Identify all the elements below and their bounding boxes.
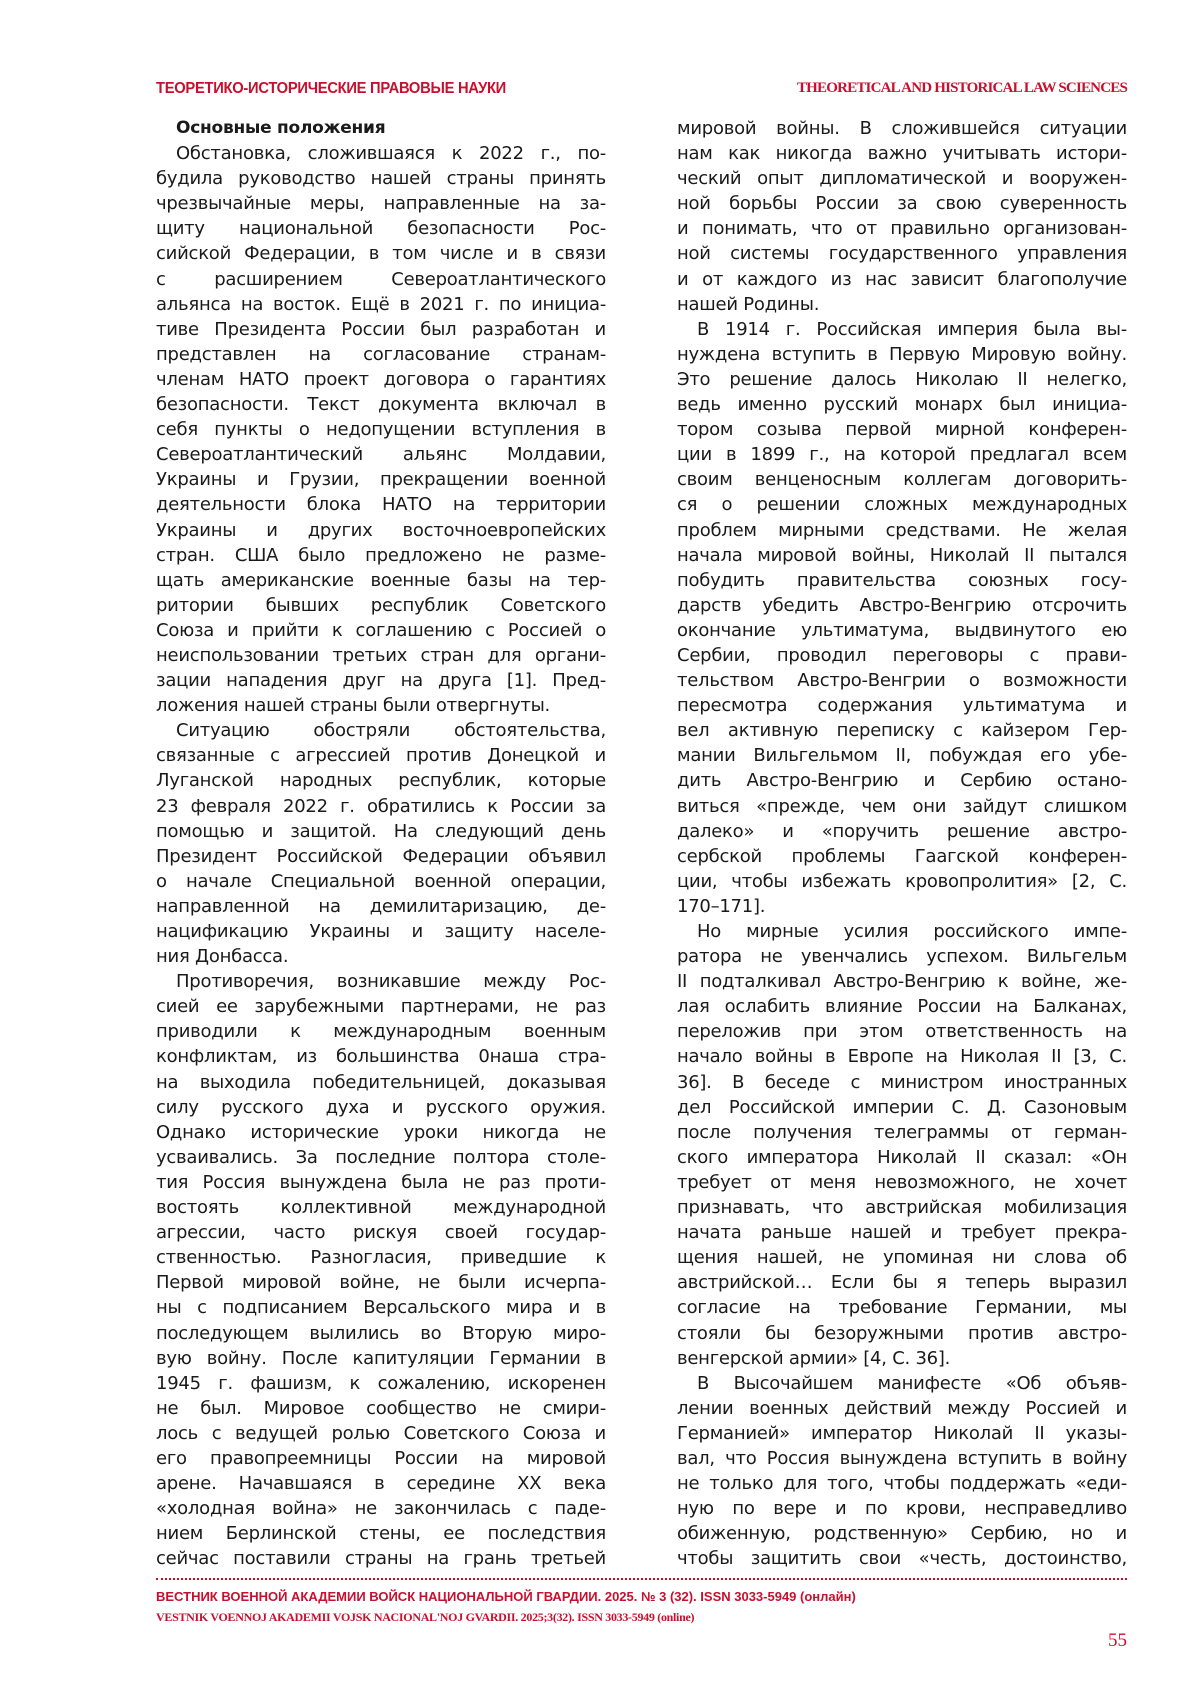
text-line: щиту национальной безопасности Рос-	[156, 218, 606, 240]
text-line: окончание ультиматума, выдвинутого ею	[677, 619, 1127, 641]
text-line: ского императора Николай II сказал: «Он	[677, 1146, 1127, 1168]
text-line: ции в 1899 г., на которой предлагал всем	[677, 444, 1127, 466]
text-line: агрессии, часто рискуя своей государ-	[156, 1222, 606, 1244]
text-line: дел Российской империи С. Д. Сазоновым	[677, 1096, 1127, 1118]
text-line: ции, чтобы избежать кровопролития» [2, С.	[677, 870, 1127, 892]
paragraph	[677, 116, 1127, 317]
paragraph	[677, 317, 1127, 919]
text-line: с расширением Североатлантического	[156, 268, 606, 290]
text-line: ритории бывших республик Советского	[156, 594, 606, 616]
text-line: приводили к международным военным	[156, 1021, 606, 1043]
text-line: нуждена вступить в Первую Мировую войну.	[677, 343, 1127, 365]
text-line: его правопреемницы России на мировой	[156, 1447, 606, 1469]
text-line: 1945 г. фашизм, к сожалению, искоренен	[156, 1372, 606, 1394]
text-line: усваивались. За последние полтора столе-	[156, 1146, 606, 1168]
text-line: арене. Начавшаяся в середине XX века	[156, 1473, 606, 1495]
text-line: зации нападения друг на друга [1]. Пред-	[156, 670, 606, 692]
footer-divider	[156, 1578, 1127, 1580]
text-line: силу русского духа и русского оружия.	[156, 1096, 606, 1118]
text-line: Первой мировой войне, не были исчерпа-	[156, 1272, 606, 1294]
text-line: не только для того, чтобы поддержать «еди-	[677, 1473, 1127, 1495]
text-line: В Высочайшем манифесте «Об объяв-	[697, 1372, 1127, 1394]
text-line: Это решение далось Николаю II нелегко,	[677, 368, 1127, 390]
text-line: мировой войны. В сложившейся ситуации	[677, 118, 1127, 139]
text-line: начало войны в Европе на Николая II [3, С.	[677, 1046, 1127, 1068]
text-line: вую войну. После капитуляции Германии в	[156, 1347, 606, 1369]
text-line: связанные с агрессией против Донецкой и	[156, 745, 606, 767]
text-line: ны с подписанием Версальского мира и в	[156, 1297, 606, 1319]
text-line: деятельности блока НАТО на территории	[156, 494, 606, 516]
text-line: нашей Родины.	[677, 293, 820, 315]
text-line: себя пункты о недопущении вступления в	[156, 419, 606, 441]
text-line: будила руководство нашей страны принять	[156, 168, 606, 190]
text-line: лая ослабить влияние России на Балканах,	[677, 996, 1127, 1018]
text-line: далеко» и «поручить решение австро-	[677, 820, 1127, 842]
text-line: Обстановка, сложившаяся к 2022 г., по-	[176, 143, 606, 165]
text-line: ной системы государственного управления	[677, 243, 1127, 265]
text-line: Союза и прийти к соглашению с Россией о	[156, 619, 606, 641]
text-line: неиспользовании третьих стран для органи-	[156, 644, 606, 666]
text-line: чрезвычайные меры, направленные на за-	[156, 193, 606, 215]
text-line: Противоречия, возникавшие между Рос-	[176, 971, 606, 993]
text-line: лось с ведущей ролью Советского Союза и	[156, 1422, 606, 1444]
text-line: лении военных действий между Россией и	[677, 1397, 1127, 1419]
text-line: Но мирные усилия российского импе-	[697, 921, 1127, 942]
text-line: тором созыва первой мирной конферен-	[677, 419, 1127, 441]
text-line: начала мировой войны, Николай II пытался	[677, 544, 1127, 566]
text-line: начата раньше нашей и требует прекра-	[677, 1222, 1127, 1244]
text-column-left	[156, 116, 606, 1571]
text-line: пересмотра содержания ультиматума и	[677, 695, 1127, 717]
text-line: Украины и других восточноевропейских	[156, 519, 606, 541]
text-line: «холодная война» не закончилась с паде-	[156, 1498, 606, 1520]
text-line: ложения нашей страны были отвергнуты.	[156, 695, 551, 717]
text-line: направленной на демилитаризацию, де-	[156, 895, 606, 917]
text-line: тельством Австро-Венгрии о возможности	[677, 670, 1127, 692]
text-line: Луганской народных республик, которые	[156, 770, 606, 792]
text-line: не был. Мировое сообщество не смири-	[156, 1397, 606, 1419]
text-line: своим венценосным коллегам договорить-	[677, 469, 1127, 491]
paragraph	[677, 919, 1127, 1371]
text-line: о начале Специальной военной операции,	[156, 870, 606, 892]
text-line: стояли бы безоружными против австро-	[677, 1322, 1127, 1344]
text-line: ной борьбы России за свою суверенность	[677, 193, 1127, 215]
text-line: тия Россия вынуждена была не раз проти-	[156, 1171, 606, 1193]
footer-citation-en: VESTNIK VOENNOJ AKADEMII VOJSK NACIONAL'NOJ GVARDII. 2025;3(32). ISSN 3033-5949 (online)	[156, 1610, 695, 1624]
text-line: дить Австро-Венгрию и Сербию остано-	[677, 770, 1127, 792]
section-heading	[156, 116, 606, 141]
text-line: II подталкивал Австро-Венгрию к войне, же-	[677, 971, 1127, 993]
text-line: дарств убедить Австро-Венгрию отсрочить	[677, 594, 1127, 616]
text-line: сией ее зарубежными партнерами, не раз	[156, 996, 606, 1018]
text-line: нам как никогда важно учитывать истори-	[677, 143, 1127, 165]
text-line: Североатлантический альянс Молдавии,	[156, 444, 606, 466]
text-line: щения нашей, не упоминая ни слова об	[677, 1247, 1127, 1269]
text-line: чтобы защитить свои «честь, достоинство,	[677, 1548, 1127, 1570]
text-line: альянса на восток. Ещё в 2021 г. по инициа-	[156, 293, 606, 315]
text-line: ся о решении сложных международных	[677, 494, 1127, 516]
text-line: ния Донбасса.	[156, 946, 289, 968]
text-line: ческий опыт дипломатической и вооружен-	[677, 168, 1127, 190]
text-line: австрийской… Если бы я теперь выразил	[677, 1272, 1127, 1294]
text-line: нием Берлинской стены, ее последствия	[156, 1523, 606, 1545]
text-line: Президент Российской Федерации объявил	[156, 845, 606, 867]
text-line: членам НАТО проект договора о гарантиях	[156, 368, 606, 390]
paragraph	[156, 141, 606, 718]
text-column-right	[677, 116, 1127, 1571]
text-line: конфликтам, из большинства 0наша стра-	[156, 1046, 606, 1068]
paragraph	[156, 969, 606, 1571]
text-line: побудить правительства союзных госу-	[677, 569, 1127, 591]
text-line: виться «прежде, чем они зайдут слишком	[677, 795, 1127, 817]
text-line: Украины и Грузии, прекращении военной	[156, 469, 606, 491]
text-line: на выходила победительницей, доказывая	[156, 1071, 606, 1093]
heading-text: Основные положения	[176, 118, 386, 138]
page-number: 55	[1108, 1630, 1127, 1651]
text-line: ведь именно русский монарх был инициа-	[677, 394, 1127, 416]
text-line: Ситуацию обостряли обстоятельства,	[176, 720, 606, 742]
paragraph	[156, 718, 606, 969]
text-line: Германией» император Николай II указы-	[677, 1422, 1127, 1444]
text-line: ратора не увенчались успехом. Вильгельм	[677, 946, 1127, 968]
text-line: 170–171].	[677, 895, 766, 917]
text-line: последующем вылились во Вторую миро-	[156, 1322, 606, 1344]
text-line: представлен на согласование странам-	[156, 343, 606, 365]
text-line: переложив при этом ответственность на	[677, 1021, 1127, 1043]
text-line: Однако исторические уроки никогда не	[156, 1121, 606, 1143]
text-line: востоять коллективной международной	[156, 1197, 606, 1219]
text-line: щать американские военные базы на тер-	[156, 569, 606, 591]
text-line: нацификацию Украины и защиту населе-	[156, 921, 606, 942]
text-line: В 1914 г. Российская империя была вы-	[697, 318, 1127, 340]
text-line: проблем мирными средствами. Не желая	[677, 519, 1127, 541]
footer-citation-ru: ВЕСТНИК ВОЕННОЙ АКАДЕМИИ ВОЙСК НАЦИОНАЛЬНОЙ ГВАРДИИ. 2025. № 3 (32). ISSN 3033-5949 (онлайн)	[156, 1589, 856, 1604]
text-line: и от каждого из нас зависит благополучие	[677, 268, 1127, 290]
text-line: 23 февраля 2022 г. обратились к России за	[156, 795, 606, 817]
running-header-en: THEORETICAL AND HISTORICAL LAW SCIENCES	[796, 80, 1127, 96]
text-line: Сербии, проводил переговоры с прави-	[677, 644, 1127, 666]
text-line: после получения телеграммы от герман-	[677, 1121, 1127, 1143]
text-line: и понимать, что от правильно организован-	[677, 218, 1127, 240]
text-line: признавать, что австрийская мобилизация	[677, 1197, 1127, 1219]
text-line: сербской проблемы Гаагской конферен-	[677, 845, 1127, 867]
text-line: безопасности. Текст документа включал в	[156, 394, 606, 416]
running-header-ru: ТЕОРЕТИКО-ИСТОРИЧЕСКИЕ ПРАВОВЫЕ НАУКИ	[156, 80, 507, 97]
text-line: вел активную переписку с кайзером Гер-	[677, 720, 1127, 742]
text-line: 36]. В беседе с министром иностранных	[677, 1071, 1127, 1093]
text-line: венгерской армии» [4, С. 36].	[677, 1347, 951, 1369]
text-line: помощью и защитой. На следующий день	[156, 820, 606, 842]
text-line: сийской Федерации, в том числе и в связи	[156, 243, 606, 265]
text-line: требует от меня невозможного, не хочет	[677, 1171, 1127, 1193]
text-line: стран. США было предложено не разме-	[156, 544, 606, 566]
text-line: обиженную, родственную» Сербию, но и	[677, 1523, 1127, 1545]
paragraph	[677, 1371, 1127, 1572]
text-line: вал, что Россия вынуждена вступить в войну	[677, 1447, 1127, 1469]
text-line: тиве Президента России был разработан и	[156, 318, 606, 340]
text-line: ственностью. Разногласия, приведшие к	[156, 1247, 606, 1269]
text-line: мании Вильгельмом II, побуждая его убе-	[677, 745, 1127, 767]
text-line: сейчас поставили страны на грань третьей	[156, 1548, 606, 1570]
text-line: согласие на требование Германии, мы	[677, 1297, 1127, 1319]
text-line: ную по вере и по крови, несправедливо	[677, 1498, 1127, 1520]
